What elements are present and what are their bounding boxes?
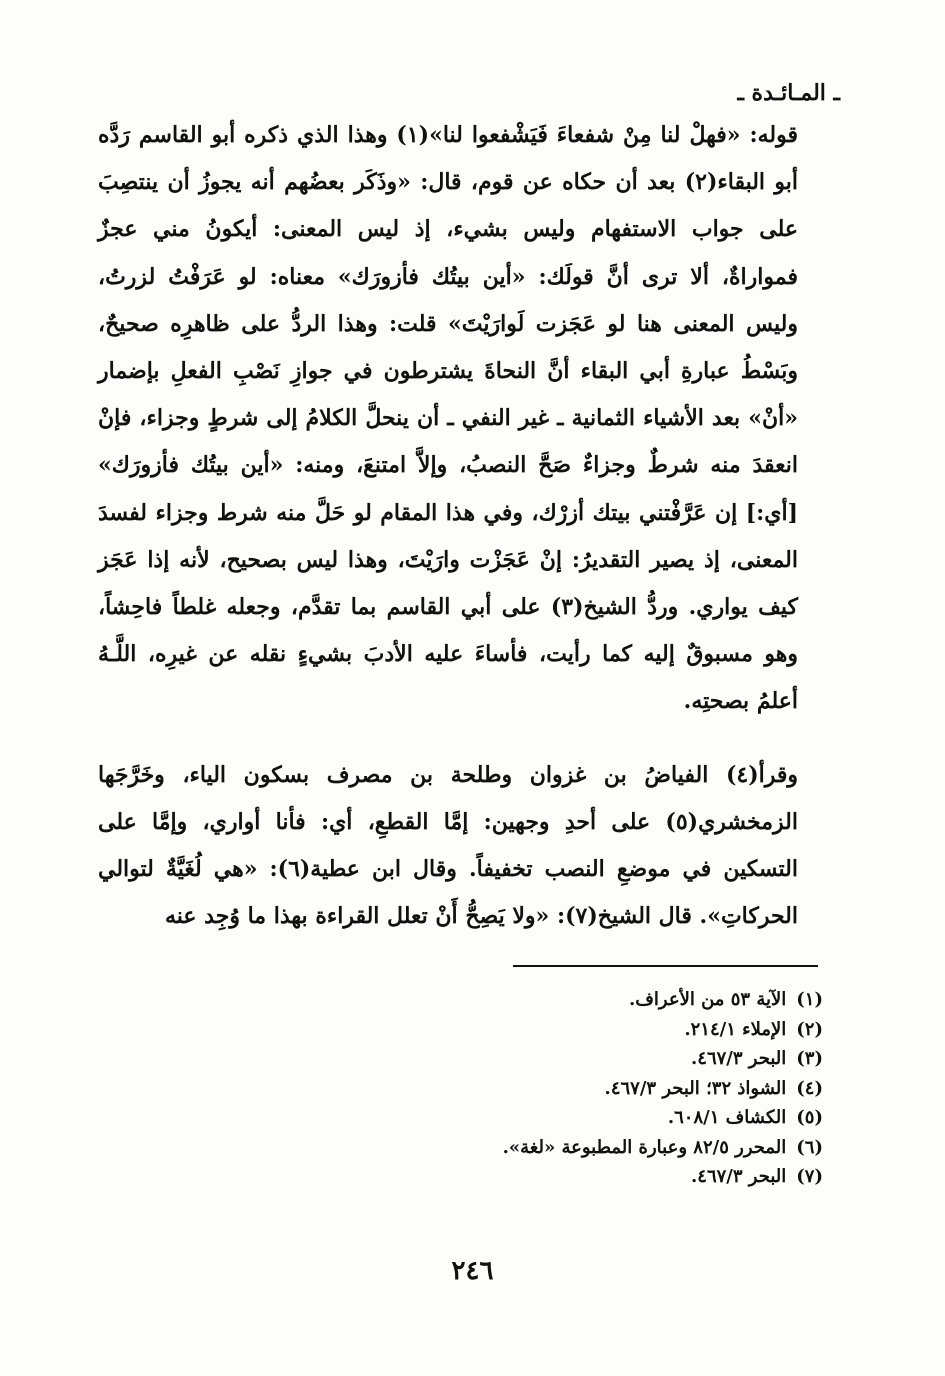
footnote-text: الآية ٥٣ من الأعراف. bbox=[628, 989, 787, 1010]
footnote-item bbox=[223, 1103, 823, 1133]
footnote-item bbox=[223, 1162, 823, 1192]
footnote-text: الكشاف ٦٠٨/١. bbox=[667, 1107, 787, 1128]
paragraph-2: وقرأ(٤) الفياضُ بن غزوان وطلحة بن مصرف بسكون الياء، وخَرَّجَها الزمخشري(٥) على أحدِ وجهين: إمَّا القطعِ، أي: فأنا أواري، وإمَّا على التسكين في موضعِ النصب تخفيفاً. وقال ابن عطية(٦): «هي لُغَيَّةٌ لتوالي الحركاتِ». قال الشيخ(٧): «ولا يَصِحُّ أَنْ تعلل القراءة بهذا ما وُجِد عنه bbox=[98, 761, 798, 930]
footnote-number: (٣) bbox=[796, 1048, 823, 1069]
footnote-item bbox=[223, 985, 823, 1015]
footnote-text: البحر ٤٦٧/٣. bbox=[691, 1048, 787, 1069]
footnote-number: (٦) bbox=[796, 1136, 823, 1158]
footnote-item bbox=[223, 1074, 823, 1104]
footnote-divider bbox=[513, 965, 818, 967]
footnote-item bbox=[223, 1133, 823, 1163]
paragraph-1: قوله: «فهلْ لنا مِنْ شفعاءَ فَيَشْفعوا لنا»(١) وهذا الذي ذكره أبو القاسم رَدَّه أبو البقاء(٢) بعد أن حكاه عن قوم، قال: «وذَكَر بعضُهم أنه يجوزُ أن ينتصِبَ على جواب الاستفهام وليس بشيء، إذ ليس المعنى: أيكونُ مني عجزٌ فمواراةٌ، ألا ترى أنَّ قولَك: «أين بيتُك فأزورَك» معناه: لو عَرَفْتُ لزرتُ، وليس المعنى هنا لو عَجَزت لَوارَيْتَ» قلت: وهذا الردُّ على ظاهرِه صحيحٌ، وبَسْطُ عبارةِ أبي البقاء أنَّ النحاةَ يشترطون في جوازِ نَصْبِ الفعلِ بإضمار «أنْ» بعد الأشياء الثمانية ـ غير النفي ـ أن ينحلَّ الكلامُ إلى شرطٍ وجزاء، فإنْ انعقدَ منه شرطٌ وجزاءٌ صَحَّ النصبُ، وإلاَّ امتنعَ، ومنه: «أين بيتُك فأزورَك» [أي:] إن عَرَّفْتني بيتك أزرْك، وفي هذا المقام لو حَلَّ منه شرط وجزاء لفسدَ المعنى، إذ يصير التقديرُ: إنْ عَجَزْت وارَيْتَ، وهذا ليس بصحيح، لأنه إذا عَجَز كيف يواري. وردُّ الشيخ(٣) على أبي القاسم بما تقدَّم، وجعله غلطاً فاحِشاً، وهو مسبوقٌ إليه كما رأيت، فأساءَ عليه الأدبَ بشيءٍ نقله عن غيرِه، اللَّـهُ أعلمُ بصحتِه. bbox=[98, 122, 799, 715]
footnote-number: (٢) bbox=[796, 1018, 823, 1040]
footnote-number: (٥) bbox=[796, 1107, 823, 1128]
main-text bbox=[98, 112, 798, 940]
running-header: ـ المـائـدة ـ bbox=[737, 80, 840, 106]
footnote-number: (١) bbox=[796, 989, 823, 1010]
footnote-text: الشواذ ٣٢؛ البحر ٤٦٧/٣. bbox=[604, 1077, 787, 1099]
footnote-item bbox=[223, 1015, 823, 1045]
footnotes-list bbox=[223, 985, 823, 1192]
page-number: ٢٤٦ bbox=[451, 1256, 494, 1286]
footnote-item bbox=[223, 1044, 823, 1074]
footnote-text: المحرر ٨٢/٥ وعبارة المطبوعة «لغة». bbox=[502, 1136, 787, 1158]
footnote-number: (٤) bbox=[796, 1077, 823, 1099]
footnote-number: (٧) bbox=[796, 1166, 823, 1187]
footnote-text: الإملاء ٢١٤/١. bbox=[684, 1018, 787, 1040]
footnote-text: البحر ٤٦٧/٣. bbox=[691, 1166, 787, 1187]
